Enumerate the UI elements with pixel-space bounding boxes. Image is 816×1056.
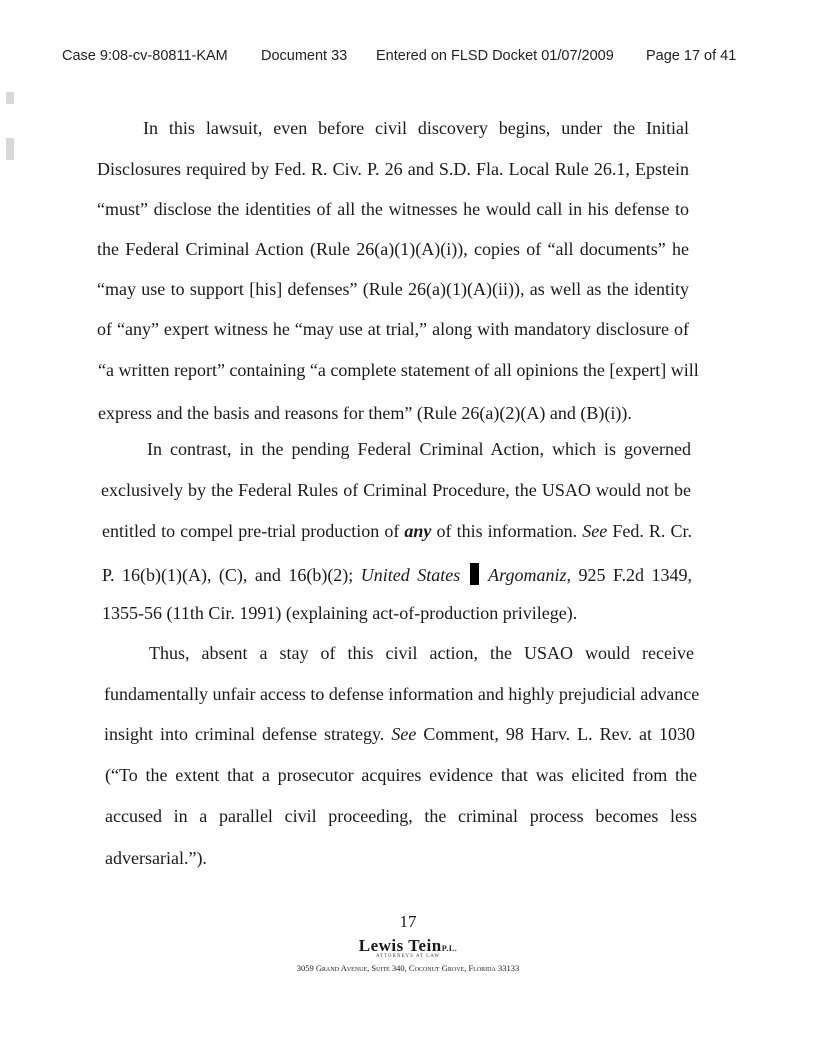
text-line: Thus, absent a stay of this civil action, the USAO would receive [149, 643, 694, 663]
scan-artifact [6, 92, 14, 104]
emphasis-any: any [404, 521, 432, 541]
redaction-bar [470, 563, 479, 585]
text-segment: Fed. R. Cr. [607, 521, 692, 541]
scan-artifact [6, 138, 14, 160]
firm-suffix: P.L. [441, 944, 458, 953]
text-line: “may use to support [his] defenses” (Rule 26(a)(1)(A)(ii)), as well as the identity [97, 279, 689, 299]
citation-signal: See [582, 521, 608, 541]
text-segment: Comment, 98 Harv. L. Rev. at 1030 [416, 724, 696, 744]
text-line: In this lawsuit, even before civil discovery begins, under the Initial [143, 118, 689, 138]
header-document: Document 33 [261, 48, 348, 64]
firm-name: Lewis Tein [358, 936, 442, 955]
page-number: 17 [399, 912, 417, 931]
firm-subtitle: ATTORNEYS AT LAW [375, 954, 441, 959]
text-segment: of this information. [431, 521, 583, 541]
text-line: Disclosures required by Fed. R. Civ. P. 26 and S.D. Fla. Local Rule 26.1, Epstein [97, 159, 689, 179]
firm-address: 3059 Grand Avenue, Suite 340, Coconut Grove, Florida 33133 [296, 963, 520, 973]
text-line [102, 522, 692, 540]
text-line [102, 563, 692, 585]
text-line: “must” disclose the identities of all the witnesses he would call in his defense to [97, 199, 689, 219]
text-line: “a written report” containing “a complete statement of all opinions the [expert] will [98, 360, 699, 380]
case-name: Argomaniz [488, 565, 567, 585]
text-segment: P. 16(b)(1)(A), (C), and 16(b)(2); [102, 565, 361, 585]
text-line: of “any” expert witness he “may use at trial,” along with mandatory disclosure of [97, 319, 689, 339]
citation-signal: See [391, 724, 417, 744]
text-segment: insight into criminal defense strategy. [104, 724, 392, 744]
text-line: adversarial.”). [105, 848, 207, 868]
firm-logo [0, 936, 816, 956]
text-line: (“To the extent that a prosecutor acquires evidence that was elicited from the [105, 765, 697, 785]
text-segment: entitled to compel pre-trial production of [102, 521, 405, 541]
header-entered: Entered on FLSD Docket 01/07/2009 [376, 48, 614, 64]
text-line: accused in a parallel civil proceeding, the criminal process becomes less [105, 806, 697, 826]
text-line [104, 725, 695, 743]
case-name: United States [360, 565, 461, 585]
text-line: the Federal Criminal Action (Rule 26(a)(1)(A)(i)), copies of “all documents” he [97, 239, 689, 259]
text-line: fundamentally unfair access to defense information and highly prejudicial advance [104, 684, 700, 704]
header-page: Page 17 of 41 [646, 48, 737, 64]
text-line: In contrast, in the pending Federal Criminal Action, which is governed [147, 439, 691, 459]
text-segment: , 925 F.2d 1349, [566, 565, 692, 585]
text-line: 1355-56 (11th Cir. 1991) (explaining act-of-production privilege). [102, 603, 578, 623]
text-line: express and the basis and reasons for them” (Rule 26(a)(2)(A) and (B)(i)). [98, 403, 632, 423]
header-case: Case 9:08-cv-80811-KAM [62, 48, 228, 64]
text-line: exclusively by the Federal Rules of Criminal Procedure, the USAO would not be [101, 480, 691, 500]
